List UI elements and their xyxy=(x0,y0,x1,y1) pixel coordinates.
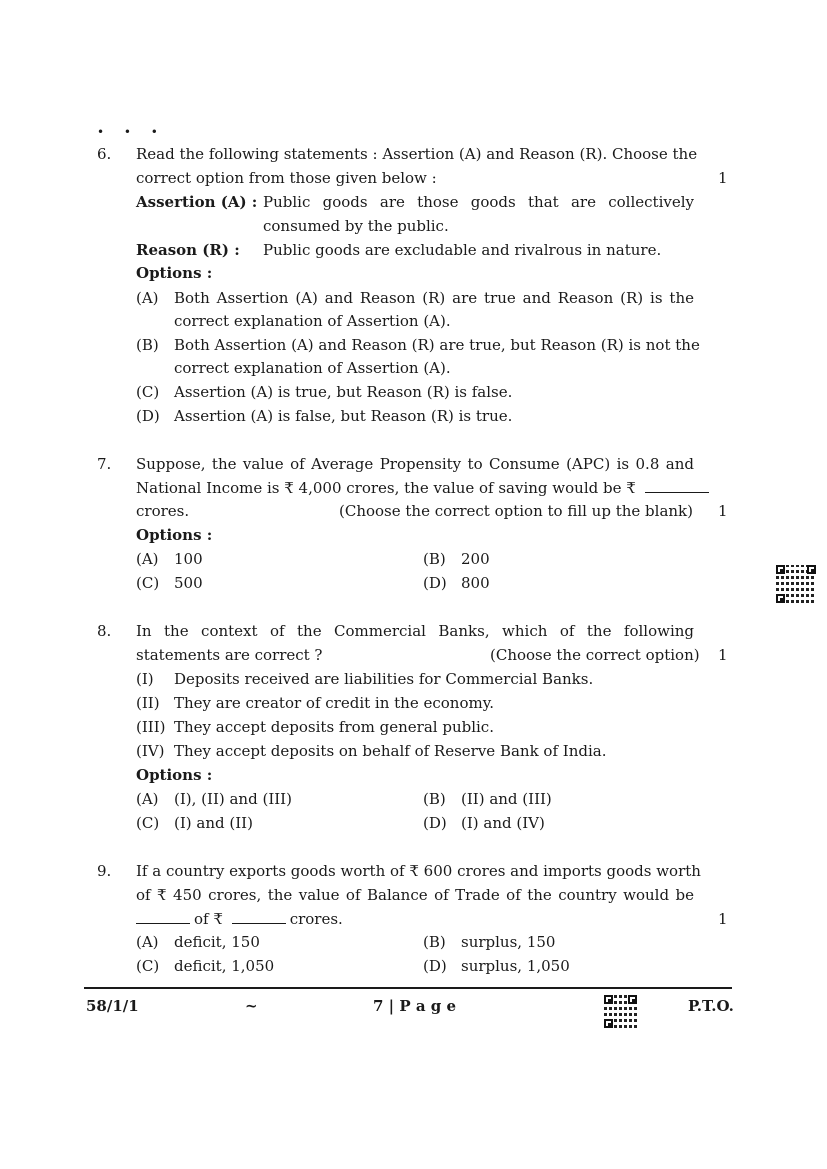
option-label: (B) xyxy=(423,550,446,568)
option-text: (II) and (III) xyxy=(461,790,552,808)
option-label: (C) xyxy=(136,957,160,975)
option-text: correct explanation of Assertion (A). xyxy=(174,312,451,330)
question-text: Suppose, the value of Average Propensity to Consume (APC) is 0.8 and xyxy=(136,455,694,473)
question-text: correct option from those given below : xyxy=(136,169,437,187)
statement-label: (I) xyxy=(136,670,154,688)
question-text: National Income is ₹ 4,000 crores, the value of saving would be ₹ xyxy=(136,479,636,497)
marks: 1 xyxy=(718,910,728,928)
option-text: Both Assertion (A) and Reason (R) are true and Reason (R) is the xyxy=(174,289,694,307)
question-number: 9. xyxy=(97,862,112,880)
reason-label: Reason (R) : xyxy=(136,241,240,259)
assertion-label: Assertion (A) : xyxy=(136,193,258,211)
assertion-text: Public goods are those goods that are collectively xyxy=(263,193,694,211)
option-label: (A) xyxy=(136,289,159,307)
statement-label: (II) xyxy=(136,694,160,712)
question-text: Read the following statements : Assertion (A) and Reason (R). Choose the xyxy=(136,145,698,163)
decorative-dots: • • • xyxy=(97,125,166,139)
option-text: (I) and (II) xyxy=(174,814,253,832)
options-label: Options : xyxy=(136,526,213,544)
question-text xyxy=(136,909,343,929)
option-text: Both Assertion (A) and Reason (R) are true, but Reason (R) is not the xyxy=(174,336,700,354)
footer-divider xyxy=(84,987,732,989)
option-label: (A) xyxy=(136,790,159,808)
option-text: surplus, 150 xyxy=(461,933,556,951)
marks: 1 xyxy=(718,646,728,664)
option-text: (I), (II) and (III) xyxy=(174,790,292,808)
option-text: deficit, 150 xyxy=(174,933,260,951)
question-text: crores. xyxy=(136,502,190,520)
fill-blank xyxy=(232,909,286,924)
qr-code-icon xyxy=(604,995,637,1028)
paper-code: 58/1/1 xyxy=(86,997,139,1015)
option-label: (A) xyxy=(136,550,159,568)
statement-text: Deposits received are liabilities for Commercial Banks. xyxy=(174,670,594,688)
statement-label: (III) xyxy=(136,718,166,736)
option-label: (B) xyxy=(136,336,159,354)
option-label: (C) xyxy=(136,383,160,401)
statement-text: They accept deposits on behalf of Reserve Bank of India. xyxy=(174,742,607,760)
option-text: (I) and (IV) xyxy=(461,814,545,832)
question-text: If a country exports goods worth of ₹ 600 crores and imports goods worth xyxy=(136,862,701,880)
statement-text: They are creator of credit in the economy. xyxy=(174,694,494,712)
tilde-mark: ~ xyxy=(245,997,258,1015)
page-number: 7 | P a g e xyxy=(373,997,457,1015)
pto-label: P.T.O. xyxy=(688,997,734,1015)
question-number: 8. xyxy=(97,622,112,640)
question-text: of ₹ xyxy=(194,910,223,928)
fill-blank xyxy=(645,478,709,493)
marks: 1 xyxy=(718,169,728,187)
option-label: (D) xyxy=(423,814,447,832)
option-label: (B) xyxy=(423,933,446,951)
option-text: 100 xyxy=(174,550,203,568)
statement-label: (IV) xyxy=(136,742,165,760)
option-label: (B) xyxy=(423,790,446,808)
option-label: (D) xyxy=(423,957,447,975)
statement-text: They accept deposits from general public. xyxy=(174,718,494,736)
assertion-text: consumed by the public. xyxy=(263,217,449,235)
qr-code-icon xyxy=(776,565,816,603)
fill-blank xyxy=(136,909,190,924)
option-label: (C) xyxy=(136,814,160,832)
question-text xyxy=(136,478,709,498)
option-text: 500 xyxy=(174,574,203,592)
instruction: (Choose the correct option) xyxy=(490,646,700,664)
option-text: correct explanation of Assertion (A). xyxy=(174,359,451,377)
question-text: of ₹ 450 crores, the value of Balance of Trade of the country would be xyxy=(136,886,694,904)
option-text: Assertion (A) is true, but Reason (R) is false. xyxy=(174,383,513,401)
question-text: In the context of the Commercial Banks, which of the following xyxy=(136,622,694,640)
option-text: 200 xyxy=(461,550,490,568)
option-text: 800 xyxy=(461,574,490,592)
option-label: (C) xyxy=(136,574,160,592)
options-label: Options : xyxy=(136,766,213,784)
question-text: statements are correct ? xyxy=(136,646,323,664)
instruction: (Choose the correct option to fill up the blank) xyxy=(339,502,693,520)
option-text: deficit, 1,050 xyxy=(174,957,275,975)
option-text: Assertion (A) is false, but Reason (R) is true. xyxy=(174,407,513,425)
option-label: (D) xyxy=(136,407,160,425)
reason-text: Public goods are excludable and rivalrous in nature. xyxy=(263,241,662,259)
option-label: (D) xyxy=(423,574,447,592)
question-text: crores. xyxy=(289,910,343,928)
question-number: 6. xyxy=(97,145,112,163)
option-text: surplus, 1,050 xyxy=(461,957,570,975)
marks: 1 xyxy=(718,502,728,520)
question-number: 7. xyxy=(97,455,112,473)
options-label: Options : xyxy=(136,264,213,282)
option-label: (A) xyxy=(136,933,159,951)
